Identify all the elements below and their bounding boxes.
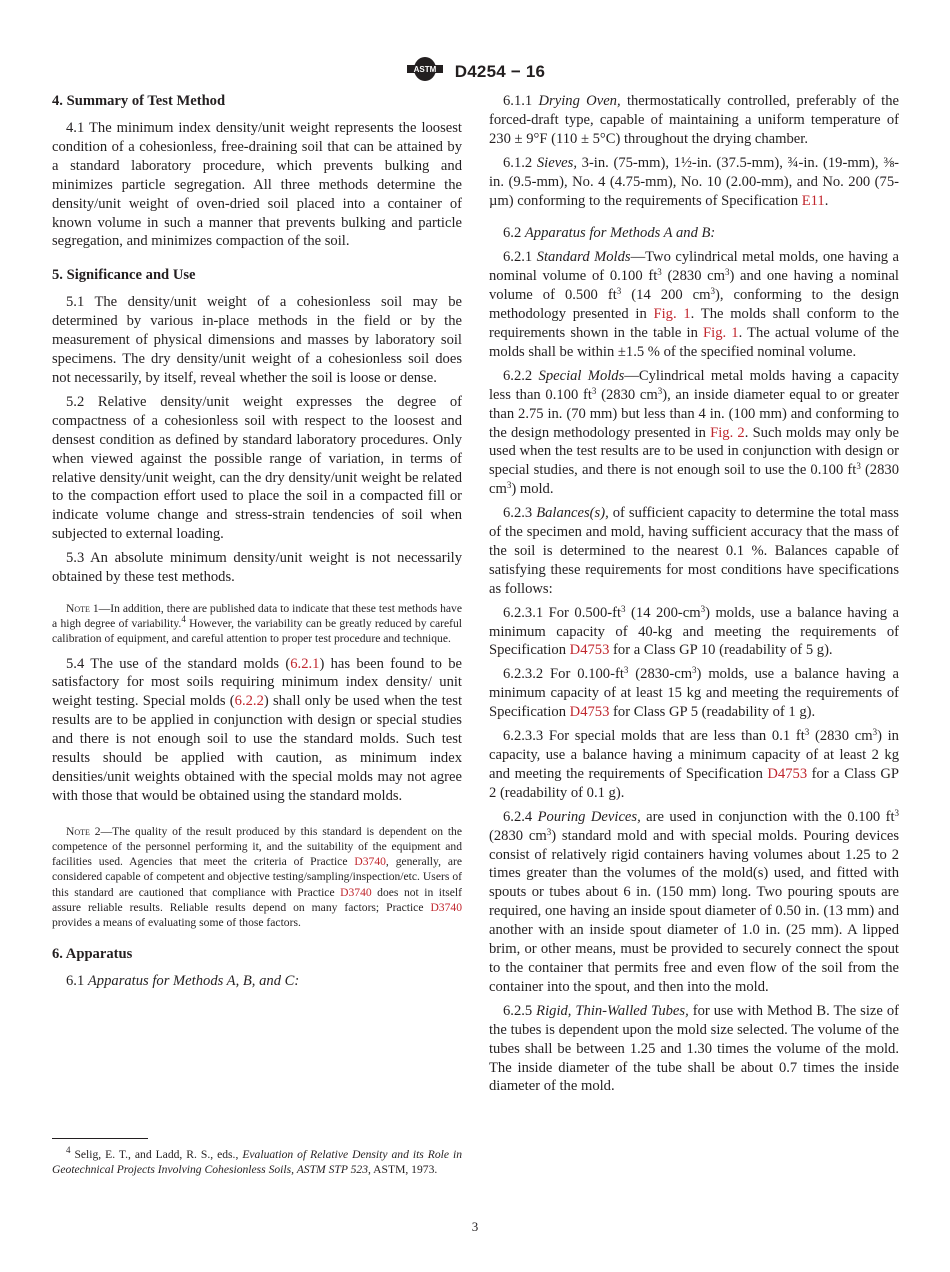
link-6-2-1[interactable]: 6.2.1 bbox=[290, 655, 320, 672]
left-column bbox=[52, 92, 462, 996]
link-fig-1[interactable]: Fig. 1 bbox=[653, 306, 691, 323]
paragraph-5-1: 5.1 The density/unit weight of a cohesionless soil may be determined by various in-place methods in the field or by the measurement of physical dimensions and masses by laboratory soil specimens. The dry density/unit weight of a cohesionless soil does not necessarily, by itself, reveal whether the soil is loose or dense. bbox=[52, 294, 462, 386]
section-6-heading: 6. Apparatus bbox=[52, 946, 133, 963]
page-number: 3 bbox=[471, 1219, 479, 1234]
astm-logo-icon bbox=[405, 56, 445, 87]
link-6-2-2[interactable]: 6.2.2 bbox=[234, 693, 264, 710]
link-d4753[interactable]: D4753 bbox=[767, 765, 808, 782]
paragraph-6-1-1: 6.1.1 Drying Oven, thermostatically controlled, preferably of the forced-draft type, capable of maintaining a uniform temperature of 230 ± 9°F (110 ± 5°C) throughout the drying chamber. bbox=[489, 93, 899, 147]
section-4-heading: 4. Summary of Test Method bbox=[52, 93, 226, 109]
paragraph-6-2-3-1: 6.2.3.1 For $0.500-ft^3$ (14 $200-cm^3$) molds, use a balance having a minimum capacity of 40-kg and meeting the requirements of Specification D4753 for a Class GP 10 (readability of 5 g). bbox=[489, 603, 899, 659]
paragraph-6-2-3-2: 6.2.3.2 For $0.100-ft^3$ $(2830-cm^3)$ molds, use a balance having a minimum capacity of at least 15 kg and meeting the requirements of Specification D4753 for Class GP 5 (readability of 1 g). bbox=[489, 665, 899, 721]
link-e11[interactable]: E11 bbox=[801, 192, 825, 209]
paragraph-6-2-1: 6.2.1 Standard Molds—Two cylindrical metal molds, one having a nominal volume of 0.100 $ft^3$ (2830 $cm^3$) and one having a nominal volume of 0.500 $ft^3$ (14 200 $cm^3$), conforming to the design methodology presented in Fig. 1. The molds shall conform to the requirements shown in the table in Fig. 1. The actual volume of the molds shall be within ±1.5 % of the specified nominal volume. bbox=[489, 249, 900, 360]
link-fig-1[interactable]: Fig. 1 bbox=[703, 324, 739, 341]
link-fig-2[interactable]: Fig. 2 bbox=[710, 424, 745, 441]
paragraph-6-2: 6.2 Apparatus for Methods A and B: bbox=[503, 225, 716, 242]
section-5-heading: 5. Significance and Use bbox=[52, 267, 196, 284]
link-d4753[interactable]: D4753 bbox=[569, 704, 610, 721]
paragraph-6-2-3-3: 6.2.3.3 For special molds that are less than 0.1 $ft^3$ (2830 $cm^3$) in capacity, use a balance having a minimum capacity of at least 2 kg and meeting the requirements of Specification D4753 for a Class GP 2 (readability of 0.1 g). bbox=[489, 727, 899, 801]
note-2: Note 2—The quality of the result produced by this standard is dependent on the competence of the personnel performing it, and the suitability of the equipment and facilities used. Agencies that meet the criteria of Practice D3740, generally, are considered capable of competent and objective testing/sampling/inspection/etc. Users of this standard are cautioned that compliance with Practice D3740 does not in itself assure reliable results. Reliable results depend on many factors; Practice D3740 provides a means of evaluating some of those factors. bbox=[52, 824, 463, 930]
paragraph-5-4: 5.4 The use of the standard molds (6.2.1) has been found to be satisfactory for most soils requiring minimum index density/ unit weight testing. Special molds (6.2.2) shall only be used when the test results are to be applied in conjunction with design or special studies and there is not enough soil to use the standard molds. Such test results should be applied with caution, as minimum index densities/unit weights obtained with the special molds may not agree with those that would be obtained using the standard molds. bbox=[52, 655, 463, 804]
paragraph-6-2-4: 6.2.4 Pouring Devices, are used in conjunction with the 0.100 $ft^3$ (2830 $cm^3$) standard mold and with special molds. Pouring devices consist of relatively rigid containers having volumes about 1.25 to 2 times greater than the volumes of the mold(s) used, and fitted with spouts or tubes about 6 in. (150 mm) long. Two pouring spouts are required, one having an inside spout diameter of 0.50 in. (13 mm) and another with an inside spout diameter of 1.0 in. (25 mm). A lipped brim, or other means, must be provided to securely connect the spout to the container that permits free and even flow of the soil from the container into the spout, and then into the mold. bbox=[489, 807, 900, 995]
right-column bbox=[489, 92, 899, 1101]
paragraph-4-1: 4.1 The minimum index density/unit weight represents the loosest condition of a cohesionless, free-draining soil that can be attained by a standard laboratory procedure, which prevents bulking and minimizes particle segregation. All three methods determine the density/unit weight of oven-dried soil placed into a container of known volume in such a manner that prevents bulking and particle segregation, and minimizes compaction of the soil. bbox=[52, 120, 462, 250]
paragraph-6-2-2: 6.2.2 Special Molds—Cylindrical metal molds having a capacity less than 0.100 $ft^3$ (2830 $cm^3$), an inside diameter equal to or greater than 2.75 in. (70 mm) but less than 4 in. (100 mm) and conforming to the design methodology presented in Fig. 2. Such molds may only be used when the test results are to be used in conjunction with design or special studies, and there is not enough soil to use the 0.100 $ft^3$ (2830 $cm^3$) mold. bbox=[489, 367, 900, 498]
paragraph-6-2-3: 6.2.3 Balances(s), of sufficient capacity to determine the total mass of the specimen and mold, having sufficient accuracy that the mass of the soil is determined to the nearest 0.1 %. Balances capable of satisfying these requirements for most conditions have specifications as follows: bbox=[489, 505, 899, 597]
note-1: Note 1—In addition, there are published data to indicate that these test methods have a high degree of variability.$^4$ However, the variability can be greatly reduced by careful calibration of equipment, and careful attention to proper test procedure and technique. bbox=[52, 601, 462, 646]
footnote-4: $^4$ Selig, E. T., and Ladd, R. S., eds., Evaluation of Relative Density and its Role in Geotechnical Projects Involving Cohesionless Soils, ASTM STP 523, ASTM, 1973. bbox=[52, 1145, 462, 1177]
paragraph-5-3: 5.3 An absolute minimum density/unit weight is not necessarily obtained by these test methods. bbox=[52, 550, 462, 586]
astm-logo-text: ASTM bbox=[413, 65, 437, 74]
paragraph-6-1: 6.1 Apparatus for Methods A, B, and C: bbox=[66, 973, 300, 990]
paragraph-6-2-5: 6.2.5 Rigid, Thin-Walled Tubes, for use with Method B. The size of the tubes is dependent upon the mold size selected. The volume of the tubes shall be between 1.25 and 1.30 times the volume of the mold. The inside diameter of the tube shall be about 0.7 times the inside diameter of the mold. bbox=[489, 1002, 900, 1095]
paragraph-6-1-2: 6.1.2 Sieves, 3-in. (75-mm), 1½-in. (37.5-mm), ¾-in. (19-mm), ⅜-in. (9.5-mm), No. 4 (4.75-mm), No. 10 (2.00-mm), and No. 200 (75-µm) conforming to the requirements of Specification E11. bbox=[489, 154, 899, 209]
link-d3740[interactable]: D3740 bbox=[430, 900, 462, 914]
page-header bbox=[0, 56, 950, 87]
paragraph-5-2: 5.2 Relative density/unit weight expresses the degree of compactness of a cohesionless soil with respect to the loosest and densest condition as defined by standard laboratory procedures. Only when viewed against the possible range of variation, in terms of relative density/unit weight, can the dry density/unit weight be related to the compaction effort used to place the soil in a compacted fill or indicate volume change and stress-strain tendencies of soil when subjected to external loading. bbox=[52, 393, 462, 543]
standard-designation: D4254 − 16 bbox=[454, 61, 546, 81]
link-d3740[interactable]: D3740 bbox=[354, 855, 386, 869]
link-d4753[interactable]: D4753 bbox=[569, 642, 610, 659]
footnote-divider bbox=[52, 1138, 148, 1139]
link-d3740[interactable]: D3740 bbox=[340, 885, 372, 899]
